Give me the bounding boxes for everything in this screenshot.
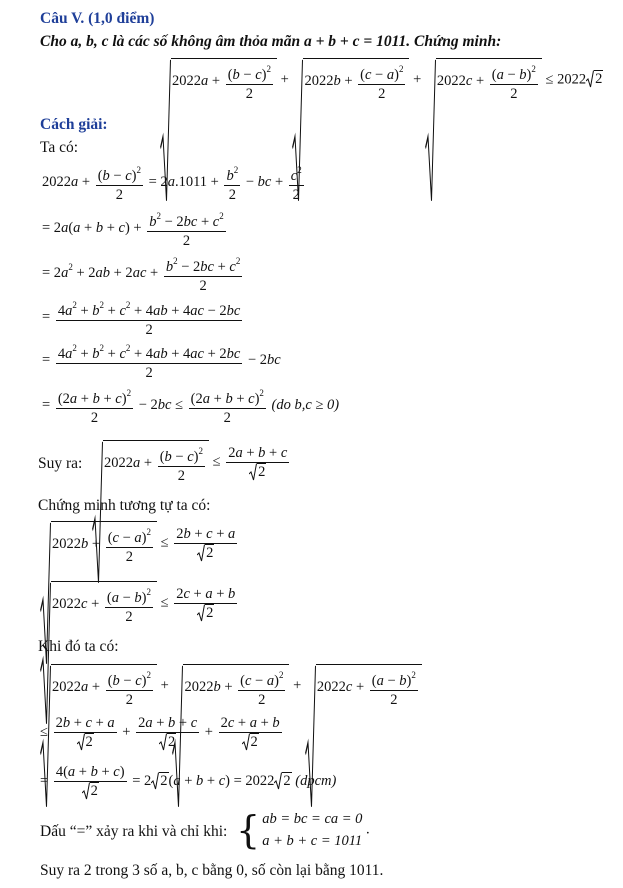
suy-ra-inequality: 2022a + $\frac{(b - c)^2}{2}$ ≤ $\frac{2a + b + c}{2}$: [92, 440, 291, 484]
equality-system: { ab = bc = ca = 0 a + b + c = 1011 .: [236, 808, 370, 852]
note-nonnegative: (do b,c ≥ 0): [271, 396, 340, 413]
similar-inequality-c: 2022c + $\frac{(a - b)^2}{2}$ ≤ $\frac{2c + a + b}{2}$: [40, 581, 239, 625]
radical: 2022a + $\frac{(b - c)^2}{2}$: [160, 58, 277, 102]
equality-line-2: a + b + c = 1011: [262, 833, 363, 849]
equation-line-1: 2022a + $\frac{(b - c)^2}{2}$ = 2a.1011 + $\frac{b^2}{2}$ − bc + $\frac{c^2}{2}$: [42, 162, 306, 203]
main-inequality: 2022a + $\frac{(b - c)^2}{2}$ + 2022b + $\frac{(c - a)^2}{2}$ + 2022c + $\frac{(a - b)^2}{2}$ ≤ 2022 2: [160, 58, 603, 102]
problem-statement: Cho a, b, c là các số không âm thỏa mãn a + b + c = 1011. Chứng minh:: [40, 33, 502, 50]
equation-line-2: = 2a(a + b + c) + $\frac{b^2 - 2bc + c^2}{2}$: [42, 208, 228, 249]
final-result: = $\frac{4(a + b + c)}{2}$ = 2 2(a + b + c) = 2022 2 (dpcm): [40, 764, 337, 799]
similar-inequality-b: 2022b + $\frac{(c - a)^2}{2}$ ≤ $\frac{2b + c + a}{2}$: [40, 521, 239, 565]
khi-do-label: Khi đó ta có:: [38, 638, 119, 655]
suy-ra-label: Suy ra:: [38, 455, 83, 472]
sum-radicals: 2022a + $\frac{(b - c)^2}{2}$ + 2022b + $\frac{(c - a)^2}{2}$ + 2022c + $\frac{(a - b)^2}{2}$: [40, 664, 422, 708]
tuong-tu-label: Chứng minh tương tự ta có:: [38, 497, 211, 514]
equality-label: Dấu “=” xảy ra khi và chỉ khi:: [40, 823, 228, 840]
dpcm-note: (dpcm): [295, 772, 337, 789]
solution-label: Cách giải:: [40, 116, 108, 133]
ta-co-label: Ta có:: [40, 139, 79, 156]
equation-line-6: = $\frac{(2a + b + c)^2}{2}$ − 2bc ≤ $\frac{(2a + b + c)^2}{2}$ (do b,c ≥ 0): [42, 385, 339, 426]
equation-line-3: = $2a^2 + 2ab + 2ac$ + $\frac{b^2 - 2bc + c^2}{2}$: [42, 253, 244, 294]
equality-line-1: ab = bc = ca = 0: [262, 811, 363, 827]
equation-line-5: = $\frac{4a^2 + b^2 + c^2 + 4ab + 4ac + 2bc}{2}$ − 2bc: [42, 340, 281, 381]
equation-line-4: = $\frac{4a^2 + b^2 + c^2 + 4ab + 4ac - 2bc}{2}$: [42, 297, 244, 338]
sum-bound: ≤ $\frac{2b + c + a}{2}$ + $\frac{2a + b + c}{2}$ + $\frac{2c + a + b}{2}$: [40, 715, 280, 750]
brace-symbol: {: [236, 808, 261, 852]
conclusion: Suy ra 2 trong 3 số a, b, c bằng 0, số còn lại bằng 1011.: [40, 862, 384, 879]
question-heading: Câu V. (1,0 điểm): [40, 10, 155, 27]
